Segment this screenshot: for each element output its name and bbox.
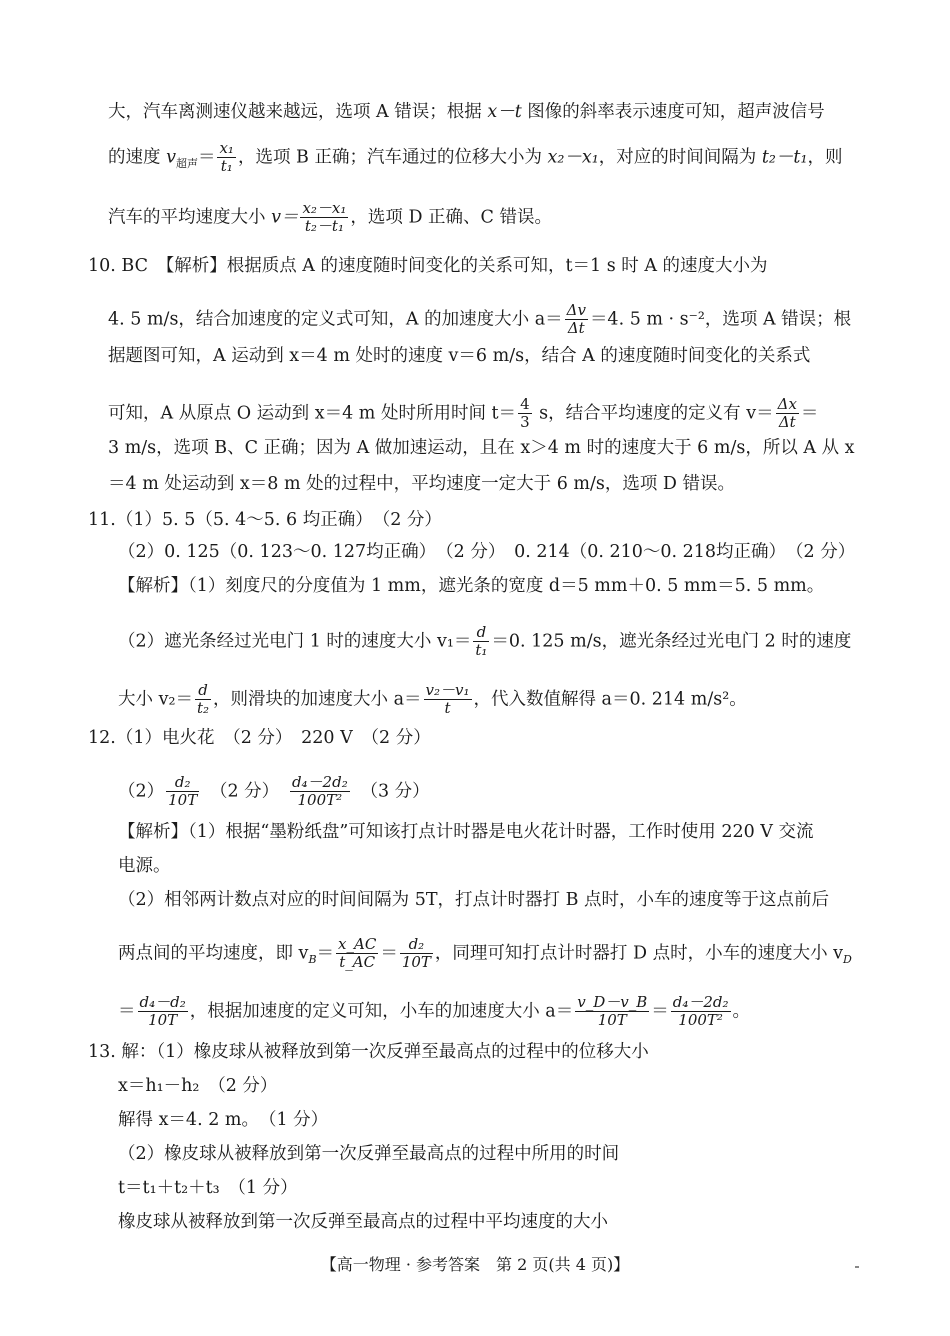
- math-span: t₂－t₁: [761, 147, 808, 168]
- q12-line: 12.（1）电火花 （2 分） 220 V （2 分）: [88, 728, 431, 748]
- q13-line: 解得 x＝4. 2 m。 （1 分）: [118, 1110, 329, 1130]
- denominator: 3: [520, 413, 530, 432]
- text-span: 汽车的平均速度大小: [108, 207, 272, 228]
- math-span: v＝: [271, 207, 299, 228]
- text-span: （3 分）: [351, 781, 430, 802]
- fraction: [565, 302, 588, 338]
- text-span: 可知，A 从原点 O 运动到 x＝4 m 处时所用时间 t＝: [108, 403, 517, 424]
- q11-line: 【解析】（1）刻度尺的分度值为 1 mm，遮光条的宽度 d＝5 mm＋0. 5 mm＝5. 5 mm。: [118, 576, 825, 596]
- fraction: [424, 682, 472, 718]
- q11-line: 11.（1）5. 5（5. 4～5. 6 均正确） （2 分）: [88, 510, 442, 530]
- text-span: ＝: [118, 1001, 136, 1022]
- text-span: （2）遮光条经过光电门 1 时的速度大小 v₁＝: [118, 631, 472, 652]
- q12-line: 【解析】（1）根据“墨粉纸盘”可知该打点计时器是电火花计时器，工作时使用 220 V 交流: [118, 822, 814, 842]
- text-span: ，代入数值解得 a＝0. 214 m/s²。: [473, 689, 747, 710]
- fraction: [518, 396, 532, 432]
- math-span: x₂－x₁: [547, 147, 599, 168]
- text-span: 大，汽车离测速仪越来越远，选项 A 错误；根据: [108, 102, 488, 122]
- math-span: v: [166, 147, 176, 168]
- q10-line: [108, 302, 851, 338]
- fraction: [290, 774, 350, 810]
- denominator: t₁: [475, 641, 488, 660]
- numerator: x_AC: [338, 935, 377, 953]
- text-span: ＝: [651, 1001, 669, 1022]
- fraction: [217, 140, 235, 176]
- q12-line: [118, 774, 430, 810]
- q10-line: ＝4 m 处运动到 x＝8 m 处的过程中，平均速度一定大于 6 m/s，选项 D 错误。: [108, 474, 736, 494]
- text-span: 大小 v₂＝: [118, 689, 193, 710]
- scan-mark: [855, 1266, 859, 1268]
- page-footer: 【高一物理 · 参考答案 第 2 页(共 4 页)】: [320, 1255, 630, 1274]
- text-span: ＝: [380, 943, 398, 964]
- math-span: x－t: [487, 102, 522, 122]
- text-span: ＝0. 125 m/s，遮光条经过光电门 2 时的速度: [491, 631, 852, 652]
- denominator: 100T²: [678, 1011, 723, 1030]
- text-span: （2 分）: [201, 781, 288, 802]
- text-span: ＝4. 5 m · s⁻²，选项 A 错误；根: [589, 309, 852, 330]
- numerator: x₁: [219, 139, 234, 157]
- text-line: [108, 140, 842, 176]
- text-span: 图像的斜率表示速度可知，超声波信号: [521, 102, 825, 122]
- q10-line: 据题图可知，A 运动到 x＝4 m 处时的速度 v＝6 m/s，结合 A 的速度随时间变化的关系式: [108, 346, 811, 366]
- denominator: Δt: [567, 319, 585, 338]
- q10-line: 3 m/s，选项 B、C 正确；因为 A 做加速运动，且在 x＞4 m 时的速度大于 6 m/s，所以 A 从 x: [108, 438, 855, 458]
- q12-line: （2）相邻两计数点对应的时间间隔为 5T，打点计时器打 B 点时，小车的速度等于这点前后: [118, 890, 829, 910]
- text-span: ，则滑块的加速度大小 a＝: [213, 689, 422, 710]
- numerator: Δx: [777, 395, 797, 413]
- denominator: t₂: [196, 699, 210, 718]
- numerator: d₄－2d₂: [672, 993, 729, 1011]
- q12-line: 电源。: [118, 856, 171, 876]
- denominator: 10T: [168, 791, 198, 810]
- fraction: [300, 200, 348, 236]
- q11-line: （2）0. 125（0. 123～0. 127均正确） （2 分） 0. 214（0. 210～0. 218均正确） （2 分）: [118, 542, 856, 562]
- q12-line: [118, 936, 852, 972]
- text-span: 两点间的平均速度，即 v: [118, 943, 309, 964]
- text-span: ，则: [807, 147, 843, 168]
- fraction: [400, 936, 433, 972]
- fraction: [166, 774, 199, 810]
- q10-line: 10. BC 【解析】根据质点 A 的速度随时间变化的关系可知，t＝1 s 时 A 的速度大小为: [88, 256, 768, 276]
- subscript: D: [843, 952, 852, 966]
- text-span: s，结合平均速度的定义有 v＝: [533, 403, 774, 424]
- numerator: x₂－x₁: [302, 199, 347, 217]
- subscript: B: [308, 952, 317, 966]
- q13-line: 橡皮球从被释放到第一次反弹至最高点的过程中平均速度的大小: [118, 1212, 608, 1232]
- numerator: d₄－2d₂: [291, 773, 348, 791]
- q13-line: x＝h₁－h₂ （2 分）: [118, 1076, 278, 1096]
- numerator: Δv: [566, 301, 586, 319]
- q10-line: [108, 396, 818, 432]
- denominator: 10T: [148, 1011, 178, 1030]
- numerator: v_D－v_B: [577, 993, 648, 1011]
- text-span: 的速度: [108, 147, 167, 168]
- text-span: （2）: [118, 781, 165, 802]
- text-span: ，选项 B 正确；汽车通过的位移大小为: [237, 147, 548, 168]
- denominator: t: [444, 699, 451, 718]
- fraction: [776, 396, 799, 432]
- subscript: 超声: [175, 156, 198, 170]
- numerator: d₂: [166, 774, 199, 792]
- fraction: [138, 994, 188, 1030]
- text-span: ，根据加速度的定义可知，小车的加速度大小 a＝: [189, 1001, 574, 1022]
- denominator: t_AC: [339, 953, 376, 972]
- fraction: [473, 624, 489, 660]
- q11-line: [118, 624, 851, 660]
- denominator: 100T²: [297, 791, 343, 810]
- denominator: t₂－t₁: [304, 217, 344, 236]
- denominator: 10T: [401, 953, 431, 972]
- denominator: Δt: [778, 413, 796, 432]
- text-line: [108, 200, 552, 236]
- text-span: 4. 5 m/s，结合加速度的定义式可知，A 的加速度大小 a＝: [108, 309, 563, 330]
- q13-line: 13. 解：（1）橡皮球从被释放到第一次反弹至最高点的过程中的位移大小: [88, 1042, 649, 1062]
- q12-line: [118, 994, 750, 1030]
- fraction: [336, 936, 378, 972]
- fraction: [195, 682, 211, 718]
- numerator: 4: [520, 395, 530, 413]
- q13-line: （2）橡皮球从被释放到第一次反弹至最高点的过程中所用的时间: [118, 1144, 620, 1164]
- text-span: ，同理可知打点计时器打 D 点时，小车的速度大小 v: [434, 943, 844, 964]
- text-span: ＝: [316, 943, 335, 964]
- fraction: [575, 994, 649, 1030]
- denominator: t₁: [220, 157, 233, 176]
- text-line: [108, 104, 825, 122]
- text-span: ＝: [800, 403, 819, 424]
- q11-line: [118, 682, 747, 718]
- numerator: d₂: [400, 936, 433, 954]
- fraction: [671, 994, 731, 1030]
- text-span: ，对应的时间间隔为: [598, 147, 762, 168]
- q13-line: t＝t₁＋t₂＋t₃ （1 分）: [118, 1178, 298, 1198]
- numerator: d₄－d₂: [139, 993, 186, 1011]
- text-span: ，选项 D 正确、C 错误。: [350, 207, 553, 228]
- denominator: 10T: [597, 1011, 627, 1030]
- numerator: v₂－v₁: [425, 681, 470, 699]
- numerator: d: [473, 624, 489, 642]
- text-span: 。: [732, 1001, 751, 1022]
- text-span: ＝: [197, 147, 216, 168]
- numerator: d: [195, 682, 211, 700]
